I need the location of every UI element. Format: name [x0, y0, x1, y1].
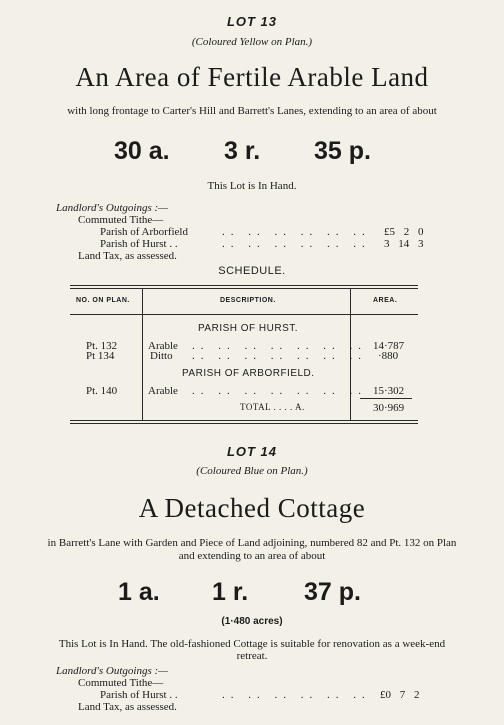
- table-row-description: Ditto: [150, 350, 173, 362]
- table-row-area: 15·302: [373, 385, 405, 397]
- lot-13-heading: LOT 13: [226, 14, 278, 29]
- table-section-arborfield: PARISH OF ARBORFIELD.: [182, 368, 315, 379]
- table-top-rule: [70, 285, 418, 286]
- table-bottom-rule: [70, 423, 418, 424]
- table-row-leader-dots: .. .. .. .. .. .. ..: [192, 385, 367, 397]
- table-total-label: TOTAL . . . . A.: [240, 402, 305, 412]
- lot-13-tithe-label: Commuted Tithe—: [78, 214, 164, 226]
- table-row-leader-dots: .. .. .. .. .. .. ..: [192, 340, 367, 352]
- lot-13-status: This Lot is In Hand.: [207, 180, 297, 192]
- lot-14-area-roods: 1 r.: [212, 578, 249, 606]
- lot-14-description-line-2: and extending to an area of about: [178, 550, 326, 562]
- lot-13-parish-arborfield: Parish of Arborfield: [100, 226, 188, 238]
- lot-14-land-tax: Land Tax, as assessed.: [78, 701, 177, 713]
- lot-13-title: An Area of Fertile Arable Land: [75, 62, 429, 92]
- table-header-description: DESCRIPTION.: [220, 297, 276, 304]
- table-top-rule: [70, 288, 418, 289]
- table-row-plan-no: Pt. 140: [86, 385, 118, 397]
- table-column-divider: [142, 288, 143, 420]
- table-header-area: AREA.: [373, 297, 398, 304]
- lot-13-parish-arborfield-amount: £5 2 0: [384, 226, 424, 238]
- table-section-hurst: PARISH OF HURST.: [198, 323, 299, 334]
- lot-13-area-acres: 30 a.: [114, 137, 170, 165]
- table-bottom-rule: [70, 420, 418, 421]
- lot-14-leader-dots: .. .. .. .. .. ..: [222, 689, 371, 701]
- lot-14-heading: LOT 14: [226, 444, 278, 459]
- lot-13-coloured-note: (Coloured Yellow on Plan.): [191, 36, 313, 48]
- lot-14-title: A Detached Cottage: [138, 493, 366, 523]
- lot-13-area-perches: 35 p.: [314, 137, 371, 165]
- table-row-description: Arable: [148, 340, 178, 352]
- lot-14-parish-hurst: Parish of Hurst . .: [100, 689, 178, 701]
- lot-14-area-perches: 37 p.: [304, 578, 361, 606]
- lot-13-leader-dots: .. .. .. .. .. ..: [222, 226, 371, 238]
- table-row-plan-no: Pt 134: [86, 350, 115, 362]
- lot-13-description: with long frontage to Carter's Hill and Barrett's Lanes, extending to an area of about: [67, 105, 437, 117]
- lot-14-status-line-1: This Lot is In Hand. The old-fashioned Cottage is suitable for renovation as a week-end: [58, 638, 446, 650]
- lot-14-outgoings-label: Landlord's Outgoings :—: [56, 665, 168, 677]
- lot-14-area-acres: 1 a.: [118, 578, 160, 606]
- lot-13-area-roods: 3 r.: [224, 137, 261, 165]
- lot-13-leader-dots: .. .. .. .. .. ..: [222, 238, 371, 250]
- lot-14-description-line-1: in Barrett's Lane with Garden and Piece of Land adjoining, numbered 82 and Pt. 132 on Plan: [47, 537, 457, 549]
- table-row-area: ·880: [378, 350, 399, 362]
- total-rule: [360, 398, 412, 399]
- table-row-description: Arable: [148, 385, 178, 397]
- schedule-title: SCHEDULE.: [218, 265, 286, 277]
- table-row-plan-no: Pt. 132: [86, 340, 118, 352]
- lot-14-tithe-label: Commuted Tithe—: [78, 677, 164, 689]
- lot-13-parish-hurst-amount: 3 14 3: [384, 238, 424, 250]
- table-header-no-on-plan: NO. ON PLAN.: [76, 297, 130, 304]
- table-header-rule: [70, 314, 418, 315]
- table-row-area: 14·787: [373, 340, 405, 352]
- table-row-leader-dots: .. .. .. .. .. .. ..: [192, 350, 367, 362]
- lot-13-land-tax: Land Tax, as assessed.: [78, 250, 177, 262]
- lot-13-outgoings-label: Landlord's Outgoings :—: [56, 202, 168, 214]
- lot-13-parish-hurst: Parish of Hurst . .: [100, 238, 178, 250]
- lot-14-acres: (1·480 acres): [221, 616, 283, 627]
- table-total-area: 30·969: [373, 402, 405, 414]
- lot-14-status-line-2: retreat.: [236, 650, 268, 662]
- lot-14-parish-hurst-amount: £0 7 2: [380, 689, 420, 701]
- lot-14-coloured-note: (Coloured Blue on Plan.): [196, 465, 308, 477]
